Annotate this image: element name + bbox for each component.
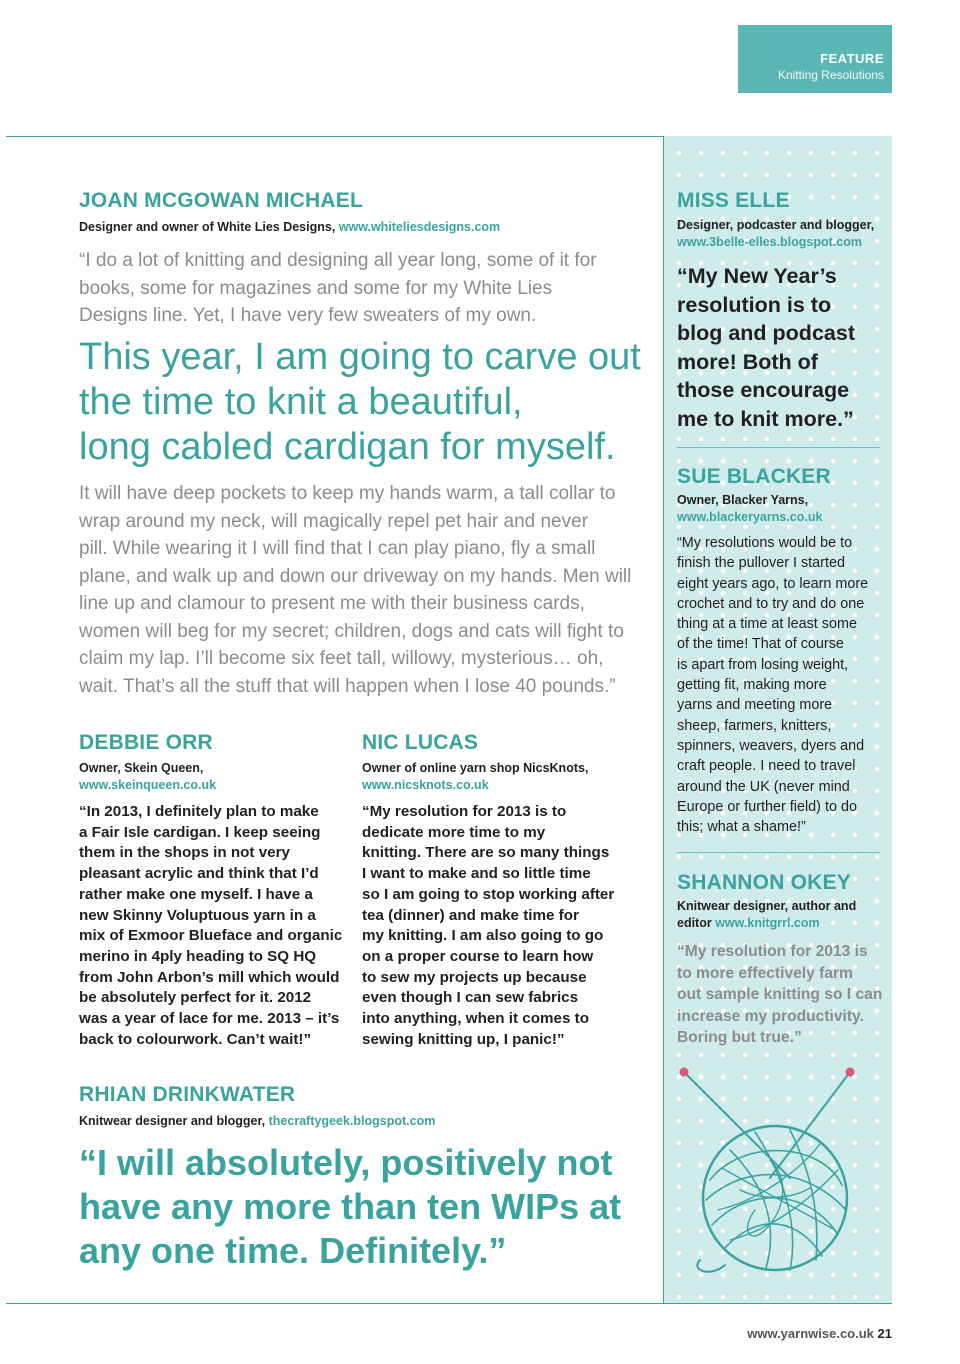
joan-highlight-line: long cabled cardigan for myself.	[79, 426, 616, 468]
shannon-quote	[677, 941, 887, 1049]
elle-quote-line: blog and podcast	[677, 321, 855, 345]
bottom-rule	[6, 1303, 892, 1304]
joan-intro-line: “I do a lot of knitting and designing all year long, some of it for	[79, 250, 597, 271]
debbie-link[interactable]: www.skeinqueen.co.uk	[79, 778, 217, 792]
joan-intro-line: Designs line. Yet, I have very few sweaters of my own.	[79, 305, 537, 326]
debbie-quote-line: from John Arbon’s mill which would	[79, 968, 340, 986]
shannon-role-text: Knitwear designer, author and	[677, 899, 857, 913]
debbie-quote-line: new Skinny Voluptuous yarn in a	[79, 906, 316, 924]
joan-highlight-line: the time to knit a beautiful,	[79, 381, 523, 423]
joan-body-line: wrap around my neck, will magically repel pet hair and never	[79, 510, 589, 532]
needle-tip	[680, 1068, 689, 1077]
sue-quote-line: is apart from losing weight,	[677, 656, 849, 673]
elle-quote	[677, 262, 882, 433]
nic-quote	[362, 802, 652, 1050]
sue-quote-line: crochet and to try and do one	[677, 595, 865, 612]
nic-role	[362, 760, 588, 794]
elle-quote-line: those encourage	[677, 378, 850, 402]
rhian-role-text: Knitwear designer and blogger,	[79, 1114, 269, 1128]
nic-quote-line: into anything, when it comes to	[362, 1010, 589, 1028]
joan-highlight-line: This year, I am going to carve out	[79, 336, 641, 378]
sidebar-divider	[677, 447, 880, 448]
nic-link[interactable]: www.nicsknots.co.uk	[362, 778, 489, 792]
yarn-ball-icon	[670, 1060, 885, 1285]
joan-body-line: plane, and walk up and down our driveway on my hands. Men will	[79, 565, 632, 587]
sue-quote-line: finish the pullover I started	[677, 555, 845, 572]
nic-quote-line: tea (dinner) and make time for	[362, 906, 579, 924]
elle-quote-line: more! Both of	[677, 349, 818, 374]
debbie-role	[79, 760, 216, 794]
debbie-quote-line: a Fair Isle cardigan. I keep seeing	[79, 823, 321, 841]
debbie-quote-line: rather make one myself. I have a	[79, 885, 313, 903]
rhian-link[interactable]: thecraftygeek.blogspot.com	[268, 1114, 436, 1128]
elle-role-text: Designer, podcaster and blogger,	[677, 218, 875, 232]
shannon-quote-line: increase my productivity.	[677, 1007, 864, 1025]
page-number: 21	[877, 1326, 892, 1341]
debbie-quote-line: mix of Exmoor Blueface and organic	[79, 927, 343, 945]
sue-role	[677, 492, 822, 526]
sue-quote-line: thing at a time at least some	[677, 616, 857, 633]
sue-quote-line: spinners, weavers, dyers and	[677, 737, 865, 754]
shannon-quote-line: Boring but true.”	[677, 1029, 802, 1046]
subsection-label: Knitting Resolutions	[777, 68, 884, 82]
debbie-quote-line: was a year of lace for me. 2013 – it’s	[79, 1010, 340, 1028]
sue-quote-line: “My resolutions would be to	[677, 535, 853, 551]
joan-body-line: It will have deep pockets to keep my hands warm, a tall collar to	[79, 483, 616, 504]
debbie-role-text: Owner, Skein Queen,	[79, 761, 204, 775]
joan-role	[79, 219, 500, 236]
nic-name: NIC LUCAS	[362, 731, 479, 754]
sue-link[interactable]: www.blackeryarns.co.uk	[677, 510, 823, 524]
shannon-link[interactable]: www.knitgrrl.com	[715, 916, 820, 930]
nic-role-text: Owner of online yarn shop NicsKnots,	[362, 761, 589, 775]
joan-intro	[79, 247, 649, 330]
footer	[747, 1326, 892, 1341]
sue-quote-line: Europe or further field) to do	[677, 798, 857, 815]
sue-quote-line: this; what a shame!”	[677, 819, 806, 836]
nic-quote-line: I want to make and so little time	[362, 865, 591, 883]
needle-tip	[846, 1068, 855, 1077]
shannon-role	[677, 898, 856, 932]
nic-quote-line: so I am going to stop working after	[362, 885, 615, 903]
elle-role	[677, 217, 874, 251]
debbie-quote-line: be absolutely perfect for it. 2012	[79, 989, 312, 1007]
sidebar-divider	[677, 852, 880, 853]
debbie-quote-line: merino in 4ply heading to SQ HQ	[79, 947, 317, 965]
rhian-name: RHIAN DRINKWATER	[79, 1083, 296, 1106]
nic-quote-line: on a proper course to learn how	[362, 947, 594, 965]
joan-highlight	[79, 335, 649, 470]
shannon-name: SHANNON OKEY	[677, 871, 851, 894]
sue-quote-line: craft people. I need to travel	[677, 758, 856, 775]
joan-body-line: line up and clamour to present me with their business cards,	[79, 593, 585, 614]
joan-body-line: women will beg for my secret; children, dogs and cats will fight to	[79, 620, 624, 642]
nic-quote-line: dedicate more time to my	[362, 823, 546, 841]
rhian-quote-line: “I will absolutely, positively not	[79, 1142, 613, 1183]
debbie-quote-line: back to colourwork. Can’t wait!”	[79, 1030, 312, 1048]
debbie-quote-line: pleasant acrylic and think that I’d	[79, 865, 319, 883]
nic-quote-line: knitting. There are so many things	[362, 844, 610, 862]
debbie-quote	[79, 802, 354, 1050]
footer-url[interactable]: www.yarnwise.co.uk	[747, 1326, 874, 1341]
shannon-quote-line: “My resolution for 2013 is	[677, 943, 868, 960]
shannon-quote-line: out sample knitting so I can	[677, 986, 883, 1003]
nic-quote-line: to sew my projects up because	[362, 968, 587, 986]
sue-quote-line: sheep, farmers, knitters,	[677, 717, 832, 734]
nic-quote-line: even though I can sew fabrics	[362, 989, 579, 1007]
sue-quote	[677, 533, 887, 837]
elle-quote-line: resolution is to	[677, 292, 832, 317]
rhian-quote-line: have any more than ten WIPs at	[79, 1186, 622, 1227]
elle-name: MISS ELLE	[677, 189, 790, 212]
sue-quote-line: of the time! That of course	[677, 636, 844, 653]
joan-name: JOAN MCGOWAN MICHAEL	[79, 189, 363, 212]
joan-body-line: wait. That’s all the stuff that will happen when I lose 40 pounds.”	[79, 675, 616, 697]
nic-quote-line: sewing knitting up, I panic!”	[362, 1030, 565, 1048]
elle-quote-line: “My New Year’s	[677, 264, 837, 288]
debbie-quote-line: “In 2013, I definitely plan to make	[79, 803, 319, 820]
section-tab	[738, 25, 892, 93]
shannon-quote-line: to more effectively farm	[677, 964, 853, 982]
joan-link[interactable]: www.whiteliesdesigns.com	[338, 220, 501, 234]
sue-role-text: Owner, Blacker Yarns,	[677, 493, 809, 507]
nic-quote-line: my knitting. I am also going to go	[362, 927, 604, 945]
sue-name: SUE BLACKER	[677, 465, 831, 488]
joan-body-line: claim my lap. I’ll become six feet tall, willowy, mysterious… oh,	[79, 648, 604, 669]
sue-quote-line: yarns and meeting more	[677, 697, 833, 714]
joan-body-line: pill. While wearing it I will find that I can play piano, fly a small	[79, 538, 596, 559]
elle-link[interactable]: www.3belle-elles.blogspot.com	[677, 235, 862, 249]
shannon-role-text2: editor	[677, 916, 716, 930]
section-label: FEATURE	[820, 51, 884, 66]
joan-body	[79, 480, 649, 700]
debbie-name: DEBBIE ORR	[79, 731, 213, 754]
nic-quote-line: “My resolution for 2013 is to	[362, 803, 567, 820]
sue-quote-line: getting fit, making more	[677, 677, 827, 694]
rhian-quote-line: any one time. Definitely.”	[79, 1230, 507, 1271]
rhian-quote	[79, 1141, 654, 1273]
elle-quote-line: me to knit more.”	[677, 406, 854, 431]
sue-quote-line: eight years ago, to learn more	[677, 575, 869, 592]
sue-quote-line: around the UK (never mind	[677, 778, 850, 795]
debbie-quote-line: them in the shops in not very	[79, 844, 290, 862]
joan-role-text: Designer and owner of White Lies Designs,	[79, 220, 339, 234]
rhian-role	[79, 1113, 435, 1130]
joan-intro-line: books, some for magazines and some for my White Lies	[79, 277, 553, 299]
